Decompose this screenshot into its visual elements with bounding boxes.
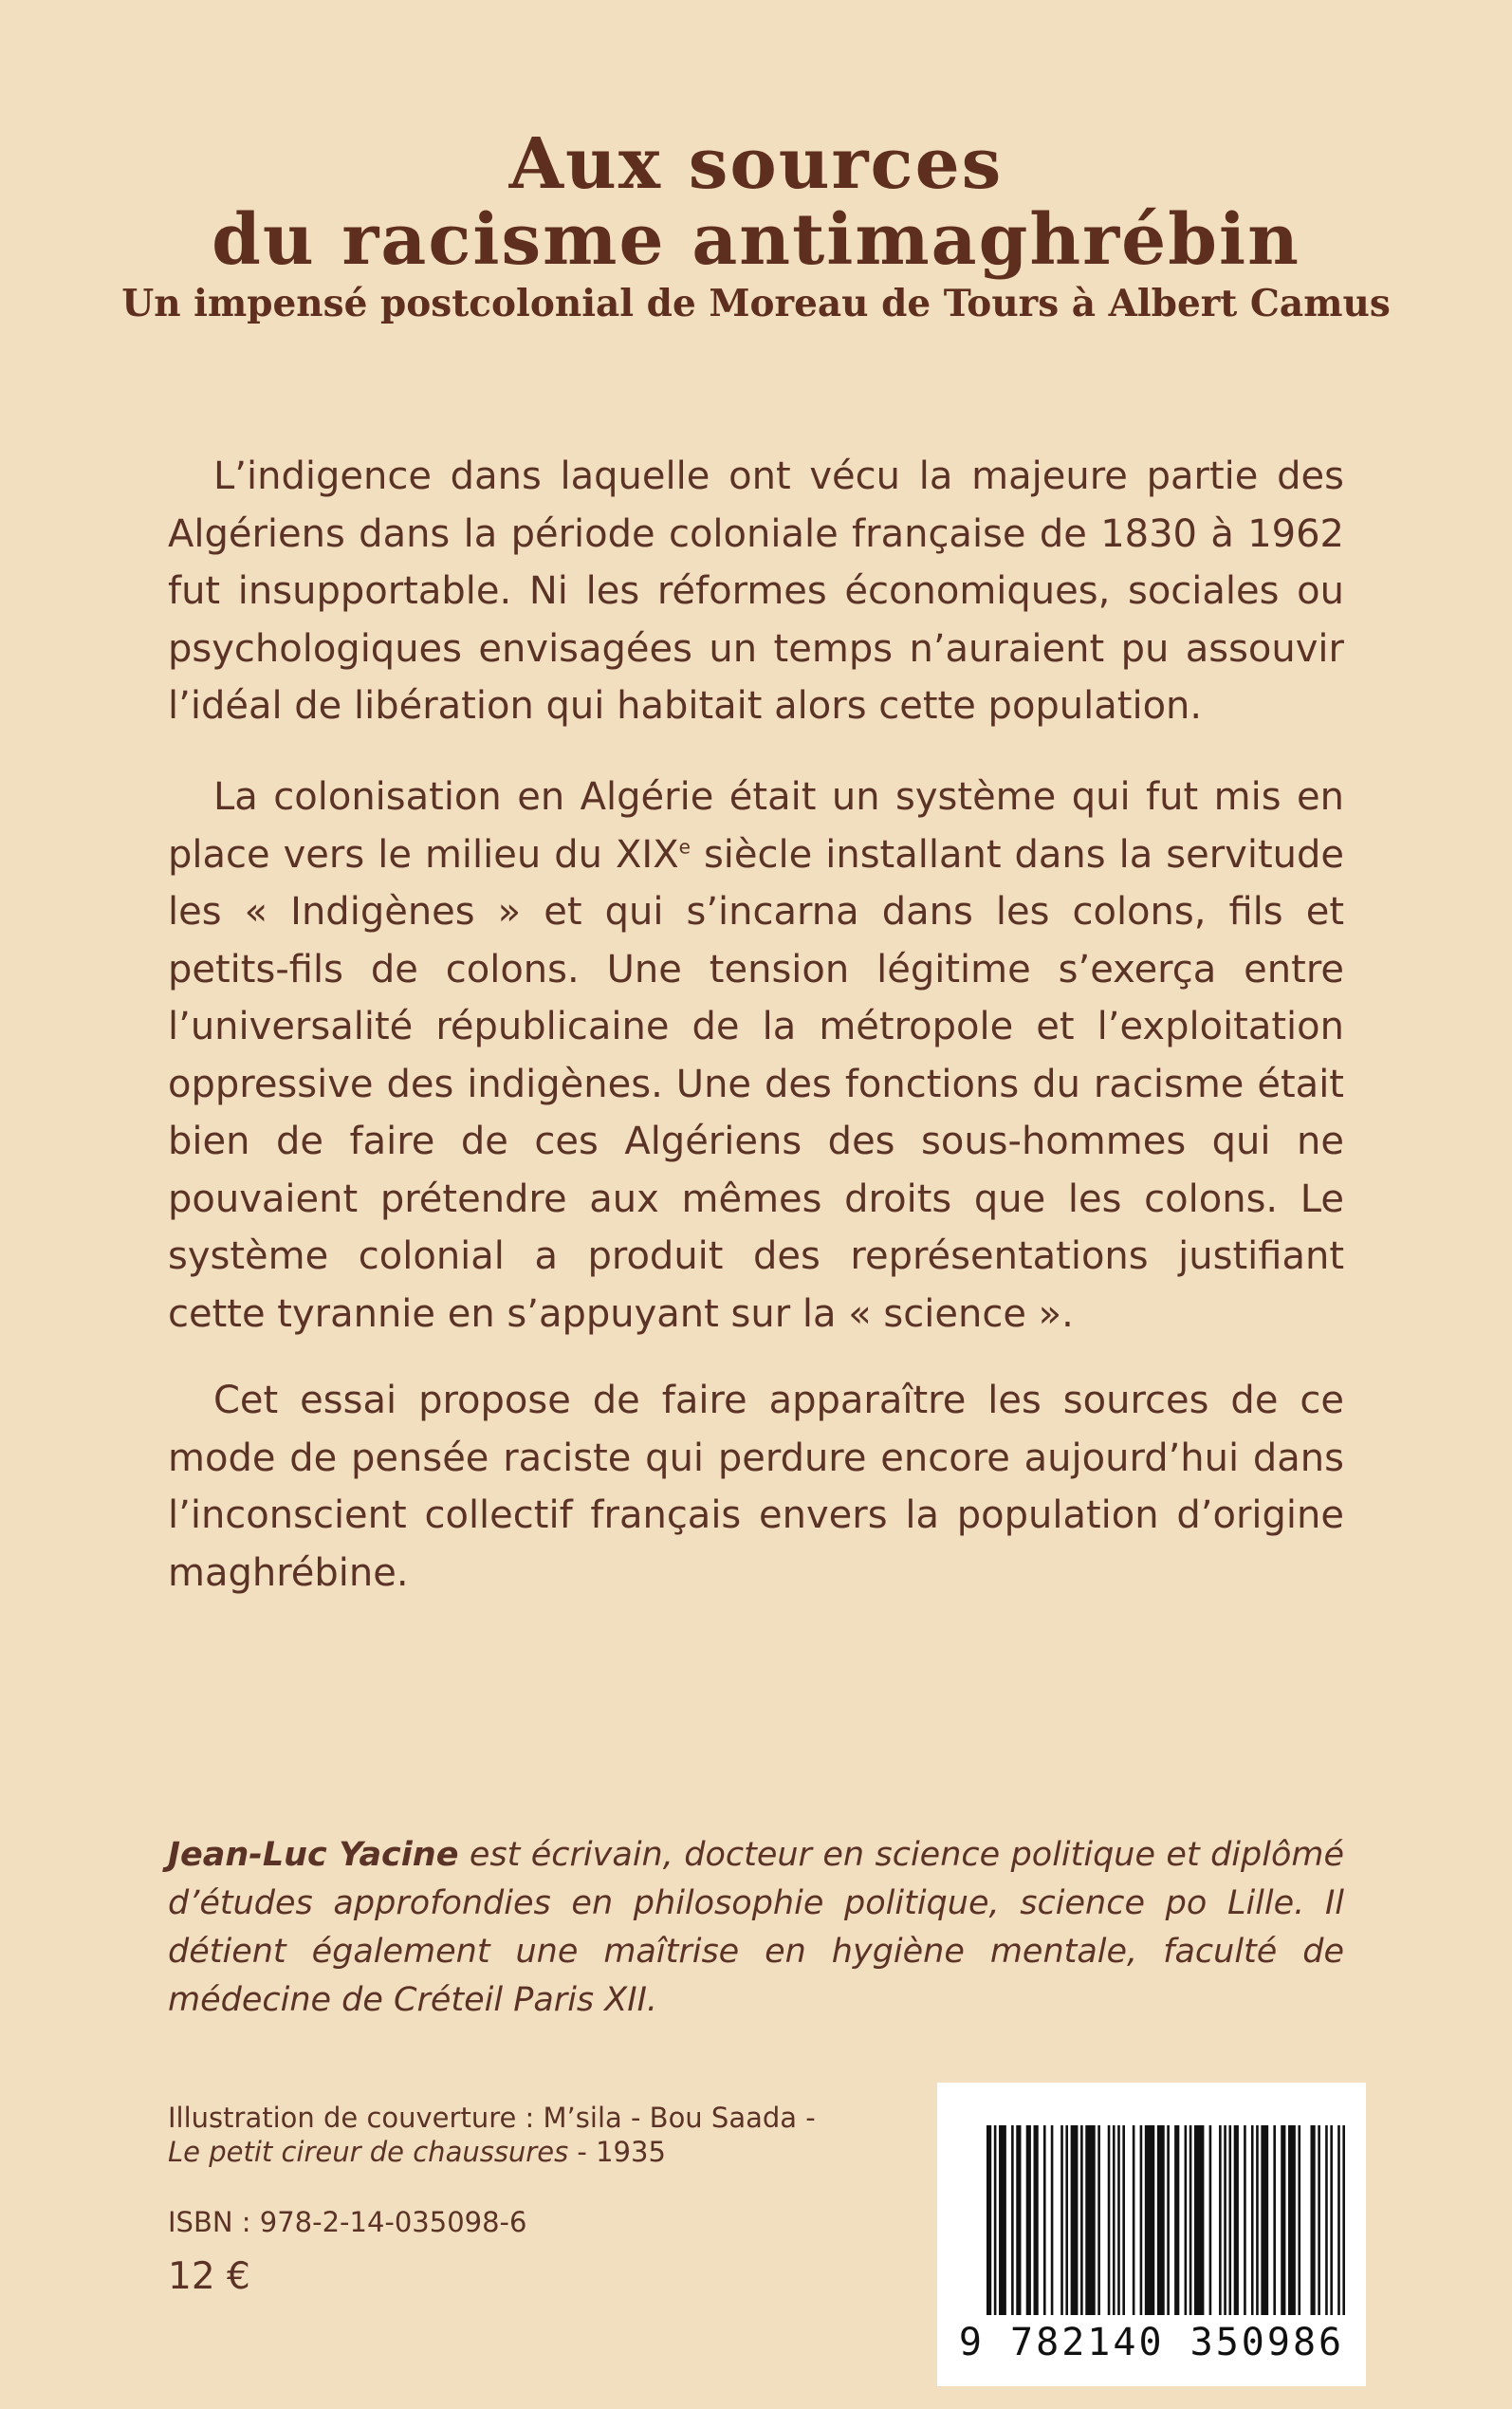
barcode-bar (1288, 2125, 1296, 2315)
barcode-bar (1034, 2125, 1039, 2315)
barcode-bar (1337, 2125, 1340, 2315)
barcode-bar (1145, 2125, 1154, 2315)
barcode-bar (1140, 2125, 1143, 2315)
title-line-2: du racisme antimaghrébin (212, 199, 1300, 281)
author-name: Jean-Luc Yacine (168, 1836, 459, 1874)
isbn: ISBN : 978-2-14-035098-6 (168, 2206, 527, 2238)
barcode-bar (999, 2125, 1006, 2315)
barcode-bar (994, 2125, 997, 2315)
barcode-bar (1251, 2125, 1254, 2315)
barcode (937, 2083, 1366, 2386)
barcode-bar (1281, 2125, 1285, 2315)
illustration-year: - 1935 (568, 2136, 666, 2168)
barcode-bar (986, 2125, 991, 2315)
barcode-bar (1189, 2125, 1192, 2315)
barcode-bar (1330, 2125, 1333, 2315)
barcode-bar (1298, 2125, 1300, 2315)
barcode-bar (1011, 2125, 1014, 2315)
price: 12 € (168, 2255, 250, 2298)
barcode-bar (1318, 2125, 1320, 2315)
barcode-bar (1234, 2125, 1239, 2315)
barcode-bar (1256, 2125, 1259, 2315)
blurb-paragraph-3: Cet essai propose de faire apparaître les sources de ce mode de pensée raciste qui perdure encore aujourd’hui dans l’inconscient collectif français envers la population d’origine maghrébine. (168, 1379, 1344, 1595)
barcode-bar (1122, 2125, 1125, 2315)
barcode-bar (1060, 2125, 1063, 2315)
barcode-bar (1209, 2125, 1212, 2315)
barcode-bar (1051, 2125, 1054, 2315)
barcode-bar (1026, 2125, 1031, 2315)
barcode-bar (1194, 2125, 1204, 2315)
barcode-bar (1157, 2125, 1165, 2315)
illustration-credit-line: Illustration de couverture : M’sila - Bou Saada - (168, 2102, 816, 2134)
illustration-title: Le petit cireur de chaussures (168, 2136, 569, 2168)
barcode-bar (1185, 2125, 1188, 2315)
blurb-paragraph-1: L’indigence dans laquelle ont vécu la majeure partie des Algériens dans la période coloniale française de 1830 à 1962 fut insupportable. Ni les réformes économiques, sociales ou psychologiques envisagées un temps n’auraient pu assouvir l’idéal de libération qui habitait alors cette population. (168, 454, 1344, 728)
barcode-bar (1133, 2125, 1135, 2315)
author-bio (168, 1831, 1344, 2025)
barcode-bar (1043, 2125, 1046, 2315)
barcode-bar (1113, 2125, 1116, 2315)
barcode-bar (1174, 2125, 1179, 2315)
blurb-paragraph-2 (168, 769, 1344, 1343)
barcode-bar (1016, 2125, 1021, 2315)
blurb-paragraph-2-start: La colonisation en Algérie était un système qui fut mis en place vers le milieu du XIX (168, 775, 1344, 877)
barcode-bar (1228, 2125, 1231, 2315)
title-line-1: Aux sources (508, 123, 1004, 205)
author-bio-text: est écrivain, docteur en science politique et diplômé d’études approfondies en philosophie politique, science po Lille. Il détient également une maîtrise en hygiène mentale, faculté de médecine de Créteil Paris XII. (168, 1836, 1345, 2019)
barcode-bar (1065, 2125, 1068, 2315)
barcode-bar (1273, 2125, 1276, 2315)
barcode-bar (1071, 2125, 1079, 2315)
blurb-paragraph-2-end: siècle installant dans la servitude les « Indigènes » et qui s’incarna dans les colons, fils et petits-fils de colons. Une tension légitime s’exerça entre l’universalité républicaine de la métropole et l’exploitation oppressive des indigènes. Une des fonctions du racisme était bien de faire de ces Algériens des sous-hommes qui ne pouvaient prétendre aux mêmes droits que les colons. Le système colonial a produit des représentations justifiant cette tyrannie en s’appuyant sur la « science ». (168, 832, 1344, 1336)
illustration-credit (168, 2101, 851, 2169)
barcode-digits: 9 782140 350986 (958, 2321, 1345, 2364)
barcode-bar (1311, 2125, 1316, 2315)
barcode-bar (1167, 2125, 1170, 2315)
barcode-bar (1325, 2125, 1328, 2315)
barcode-bar (1224, 2125, 1226, 2315)
barcode-bar (1342, 2125, 1345, 2315)
barcode-bar (1108, 2125, 1111, 2315)
barcode-bar (1097, 2125, 1100, 2315)
barcode-bar (1080, 2125, 1083, 2315)
barcode-bar (1117, 2125, 1120, 2315)
century-superscript: e (678, 835, 691, 859)
barcode-bar (1261, 2125, 1268, 2315)
subtitle: Un impensé postcolonial de Moreau de Tours à Albert Camus (121, 282, 1391, 325)
barcode-bar (1244, 2125, 1246, 2315)
barcode-bar (1219, 2125, 1222, 2315)
barcode-bar (1085, 2125, 1095, 2315)
